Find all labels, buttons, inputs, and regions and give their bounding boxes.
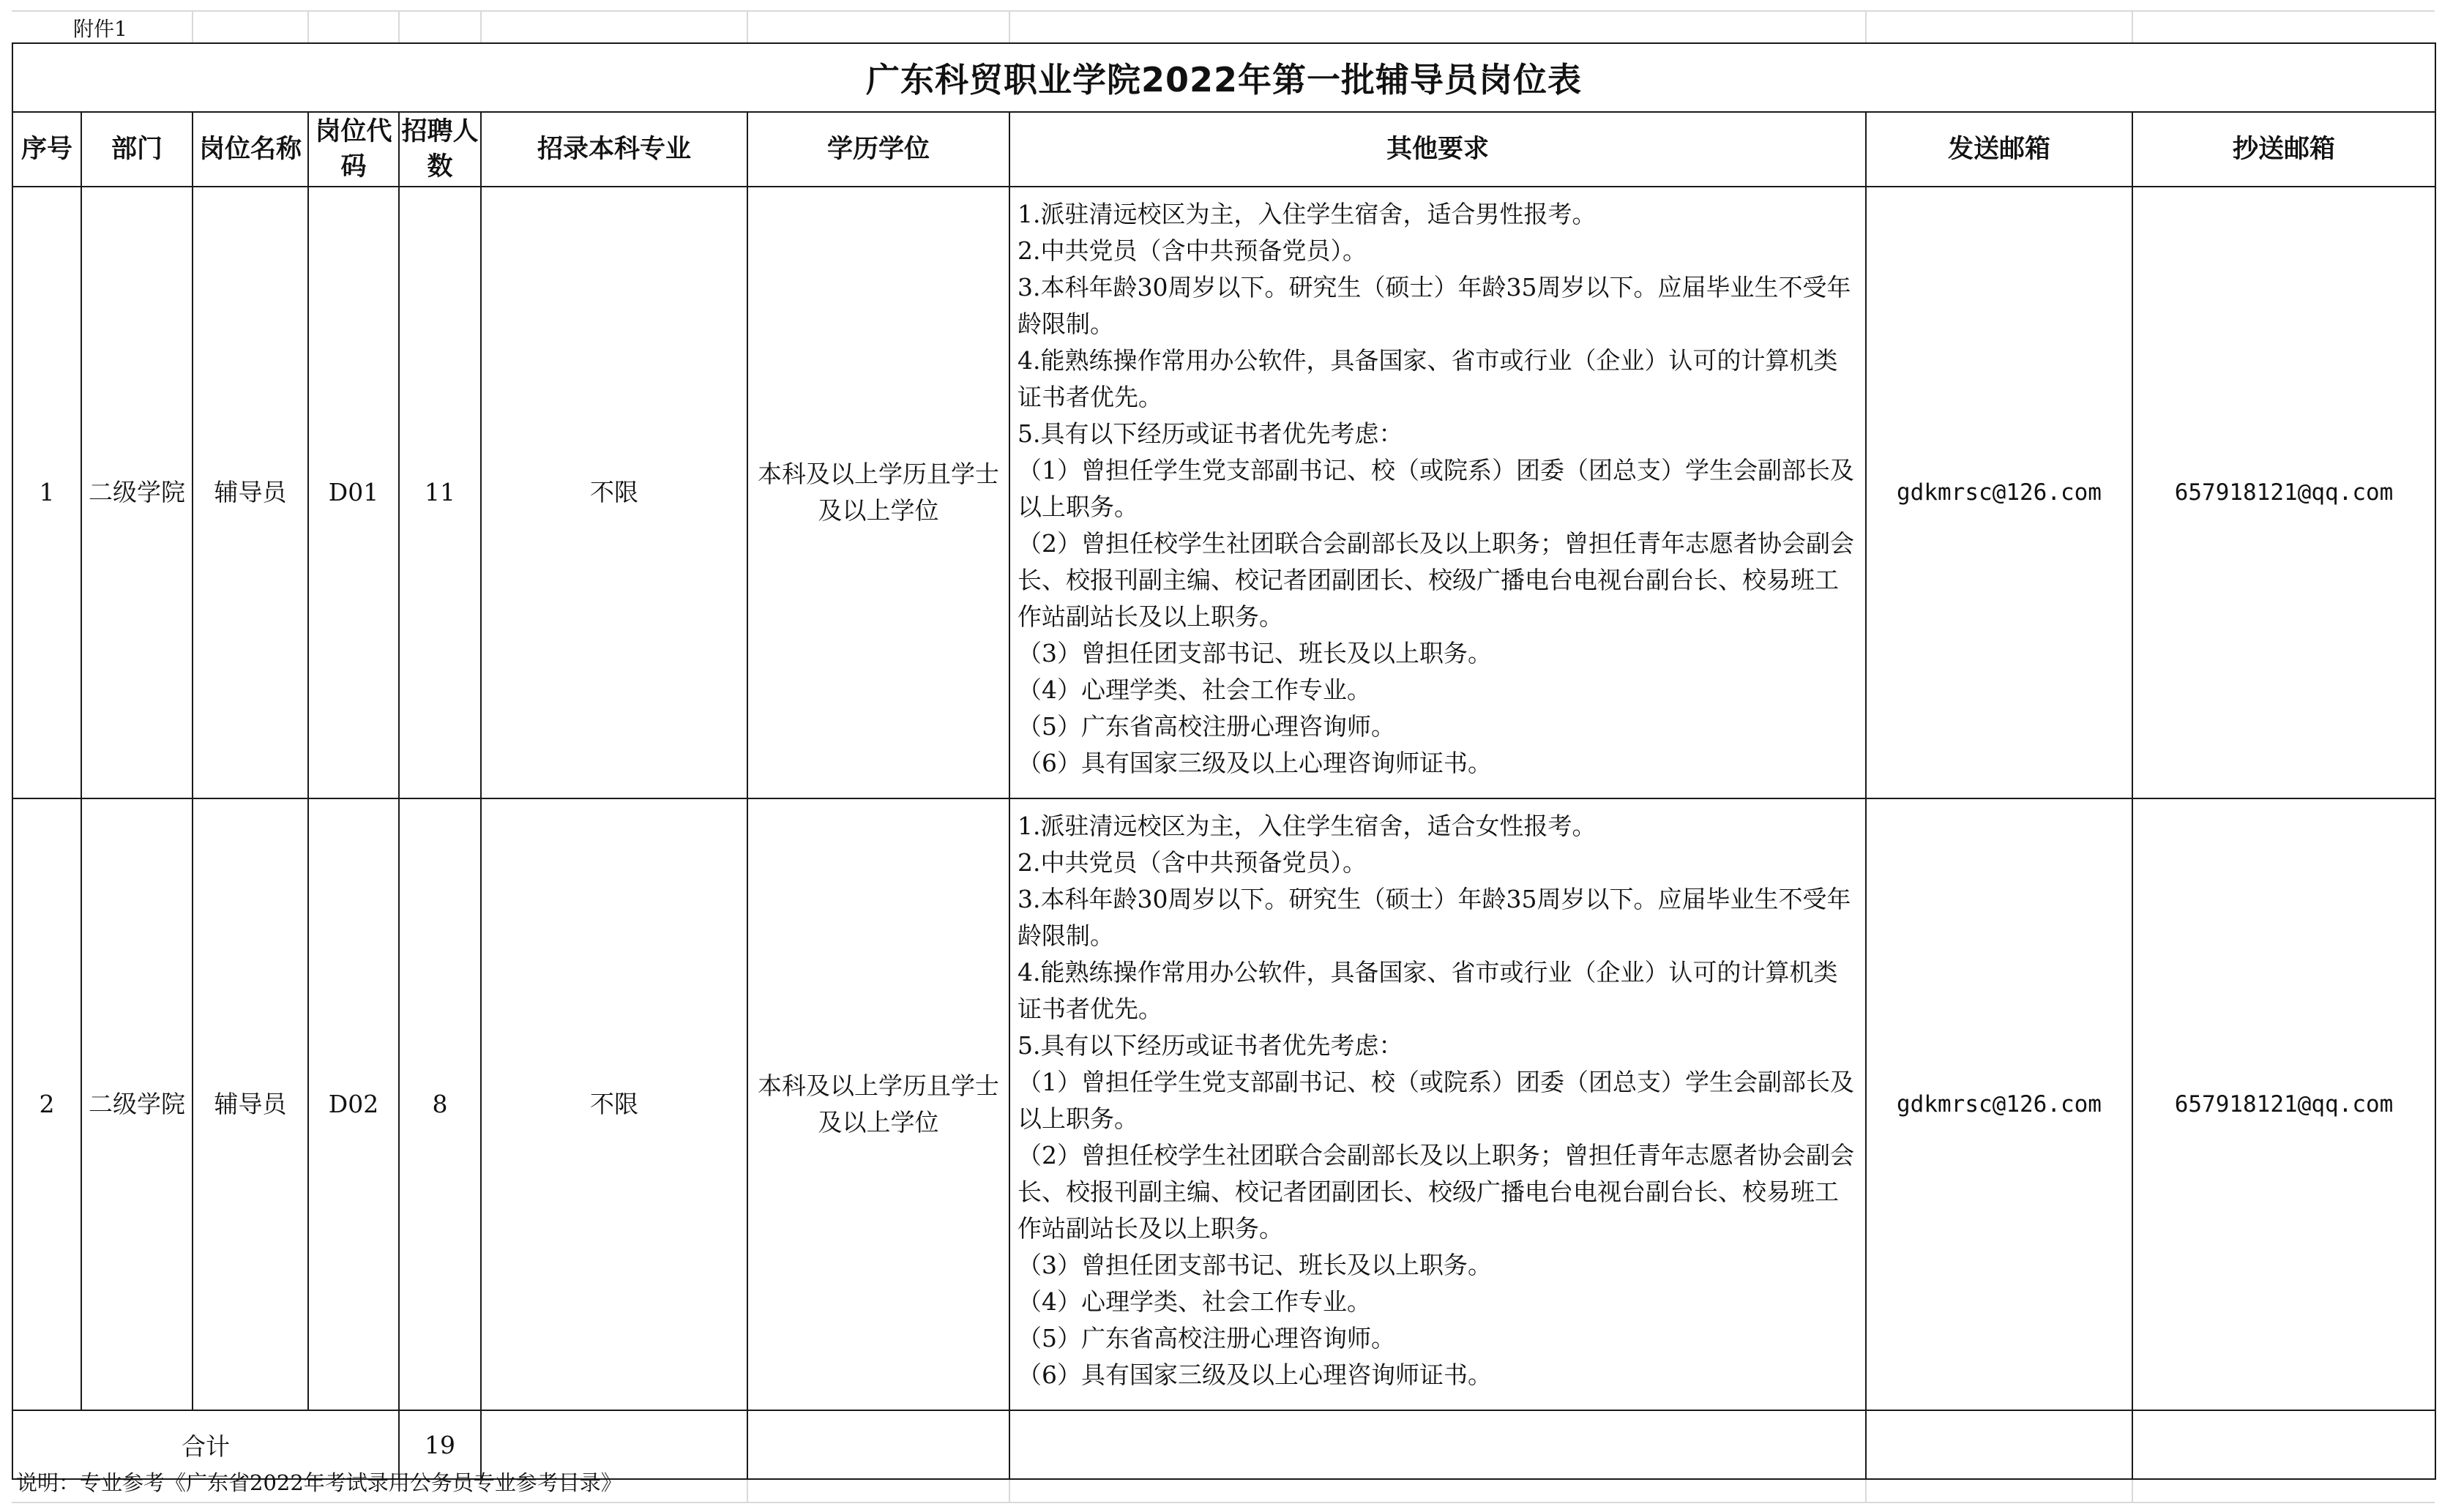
header-send-email: 发送邮箱 <box>1866 112 2132 187</box>
header-cc-email: 抄送邮箱 <box>2132 112 2435 187</box>
requirement-line: 5.具有以下经历或证书者优先考虑： <box>1018 1031 1403 1060</box>
header-recruit-count: 招聘人数 <box>399 112 481 187</box>
footnote: 说明：专业参考《广东省2022年考试录用公务员专业参考目录》 <box>16 1470 622 1495</box>
empty-cell <box>747 1410 1009 1479</box>
header-major: 招录本科专业 <box>481 112 747 187</box>
cell-degree: 本科及以上学历且学士及以上学位 <box>747 798 1009 1410</box>
requirement-line: （5）广东省高校注册心理咨询师。 <box>1018 1324 1395 1352</box>
gridline <box>480 10 482 42</box>
header-other: 其他要求 <box>1009 112 1866 187</box>
header-degree: 学历学位 <box>747 112 1009 187</box>
requirement-line: （3）曾担任团支部书记、班长及以上职务。 <box>1018 1251 1492 1279</box>
requirement-line: （6）具有国家三级及以上心理咨询师证书。 <box>1018 749 1492 777</box>
header-dept: 部门 <box>81 112 193 187</box>
requirement-line: （5）广东省高校注册心理咨询师。 <box>1018 712 1395 741</box>
cell-requirements <box>1009 187 1866 798</box>
gridline <box>12 1502 2435 1503</box>
requirement-line: 1.派驻清远校区为主，入住学生宿舍，适合男性报考。 <box>1018 200 1597 228</box>
cell-position-code: D01 <box>308 187 399 798</box>
requirement-line: （2）曾担任校学生社团联合会副部长及以上职务；曾担任青年志愿者协会副会长、校报刊副主编、校记者团副团长、校级广播电台电视台副台长、校易班工作站副站长及以上职务。 <box>1018 529 1854 631</box>
position-table <box>12 42 2436 1480</box>
requirement-line: （4）心理学类、社会工作专业。 <box>1018 675 1371 704</box>
cell-degree: 本科及以上学历且学士及以上学位 <box>747 187 1009 798</box>
requirement-line: （2）曾担任校学生社团联合会副部长及以上职务；曾担任青年志愿者协会副会长、校报刊副主编、校记者团副团长、校级广播电台电视台副台长、校易班工作站副站长及以上职务。 <box>1018 1141 1854 1243</box>
requirement-line: （3）曾担任团支部书记、班长及以上职务。 <box>1018 639 1492 667</box>
cell-dept: 二级学院 <box>81 187 193 798</box>
gridline <box>747 10 748 42</box>
cell-cc-email: 657918121@qq.com <box>2132 798 2435 1410</box>
gridline <box>1865 10 1867 42</box>
requirement-line: 2.中共党员（含中共预备党员）。 <box>1018 236 1367 265</box>
cell-recruit-count: 11 <box>399 187 481 798</box>
cell-position-name: 辅导员 <box>193 187 308 798</box>
attachment-label: 附件1 <box>73 17 127 41</box>
requirement-line: （6）具有国家三级及以上心理咨询师证书。 <box>1018 1361 1492 1389</box>
cell-send-email: gdkmrsc@126.com <box>1866 798 2132 1410</box>
cell-recruit-count: 8 <box>399 798 481 1410</box>
total-value: 19 <box>399 1410 481 1479</box>
header-position-code: 岗位代码 <box>308 112 399 187</box>
requirement-line: （4）心理学类、社会工作专业。 <box>1018 1287 1371 1316</box>
gridline <box>192 10 193 42</box>
empty-cell <box>2132 1410 2435 1479</box>
cell-position-code: D02 <box>308 798 399 1410</box>
cell-cc-email: 657918121@qq.com <box>2132 187 2435 798</box>
requirement-line: 2.中共党员（含中共预备党员）。 <box>1018 848 1367 877</box>
requirement-line: 3.本科年龄30周岁以下。研究生（硕士）年龄35周岁以下。应届毕业生不受年龄限制。 <box>1018 885 1851 950</box>
requirement-line: 1.派驻清远校区为主，入住学生宿舍，适合女性报考。 <box>1018 812 1597 840</box>
requirement-line: 4.能熟练操作常用办公软件，具备国家、省市或行业（企业）认可的计算机类证书者优先。 <box>1018 958 1838 1023</box>
gridline <box>307 10 309 42</box>
requirement-line: （1）曾担任学生党支部副书记、校（或院系）团委（团总支）学生会副部长及以上职务。 <box>1018 1068 1854 1133</box>
cell-seq: 1 <box>12 187 81 798</box>
gridline <box>2132 10 2133 42</box>
cell-major: 不限 <box>481 187 747 798</box>
requirement-line: （1）曾担任学生党支部副书记、校（或院系）团委（团总支）学生会副部长及以上职务。 <box>1018 456 1854 521</box>
empty-cell <box>1866 1410 2132 1479</box>
cell-send-email: gdkmrsc@126.com <box>1866 187 2132 798</box>
gridline <box>12 10 2435 12</box>
header-position-name: 岗位名称 <box>193 112 308 187</box>
table-row <box>12 798 2435 1410</box>
requirement-line: 5.具有以下经历或证书者优先考虑： <box>1018 419 1403 448</box>
requirement-line: 3.本科年龄30周岁以下。研究生（硕士）年龄35周岁以下。应届毕业生不受年龄限制。 <box>1018 273 1851 338</box>
cell-position-name: 辅导员 <box>193 798 308 1410</box>
table-row <box>12 187 2435 798</box>
header-seq: 序号 <box>12 112 81 187</box>
header-row <box>12 112 2435 187</box>
cell-requirements <box>1009 798 1866 1410</box>
requirement-line: 4.能熟练操作常用办公软件，具备国家、省市或行业（企业）认可的计算机类证书者优先。 <box>1018 346 1838 411</box>
empty-cell <box>1009 1410 1866 1479</box>
table-title: 广东科贸职业学院2022年第一批辅导员岗位表 <box>12 43 2435 112</box>
gridline <box>398 10 400 42</box>
total-label: 合计 <box>12 1410 399 1479</box>
gridline <box>1009 10 1010 42</box>
cell-major: 不限 <box>481 798 747 1410</box>
cell-seq: 2 <box>12 798 81 1410</box>
cell-dept: 二级学院 <box>81 798 193 1410</box>
